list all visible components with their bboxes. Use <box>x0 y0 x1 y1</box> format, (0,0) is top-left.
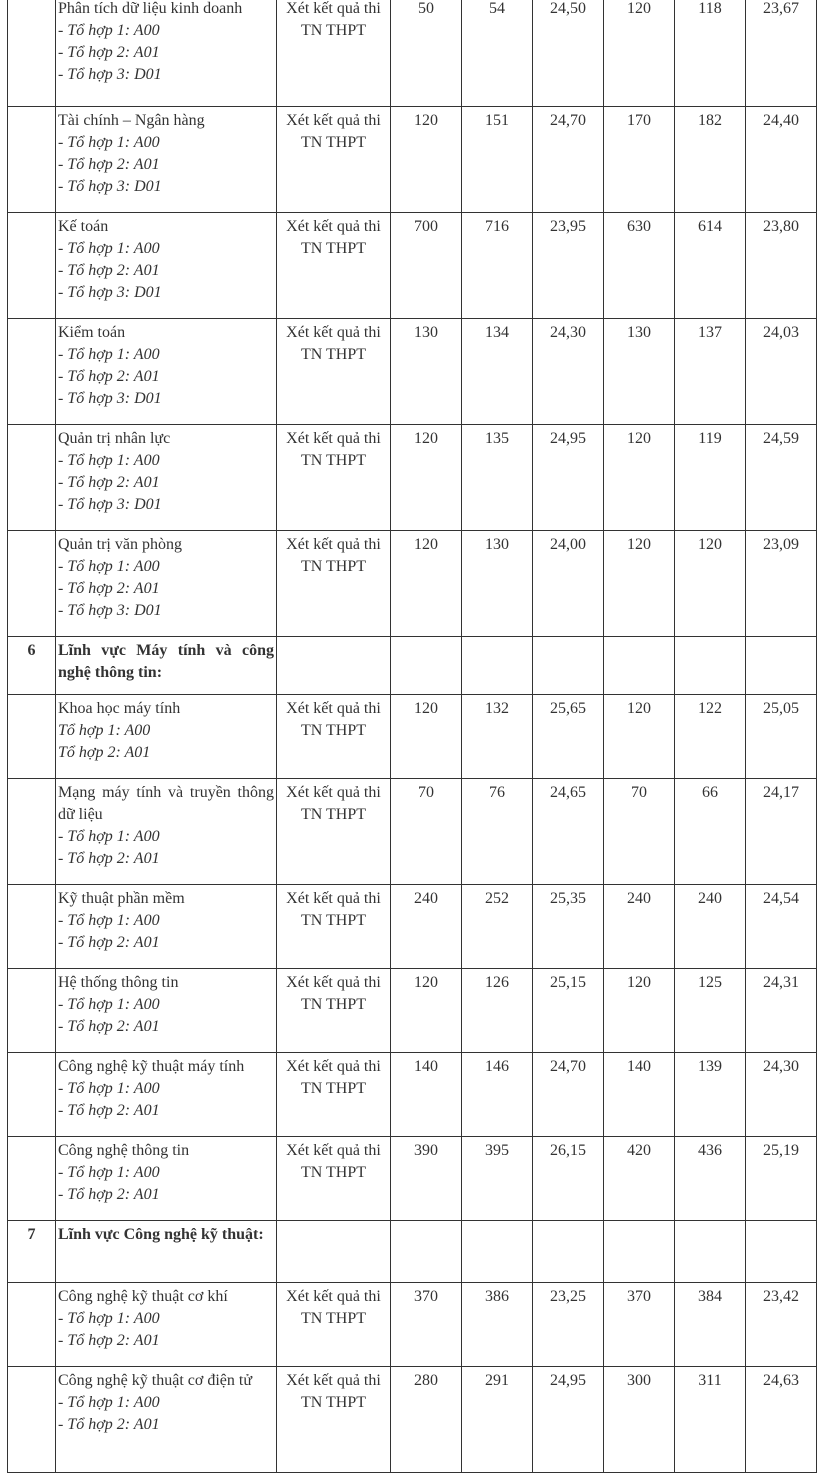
program-name: Mạng máy tính và truyền thông dữ liệu <box>58 784 274 823</box>
quota-cell: 120 <box>391 531 462 637</box>
admitted-cell: 130 <box>462 531 533 637</box>
stt-cell: 6 <box>8 637 56 695</box>
quota-cell: 70 <box>391 779 462 885</box>
stt-cell <box>8 319 56 425</box>
stt-cell <box>8 969 56 1053</box>
admission-method-cell: Xét kết quả thi TN THPT <box>277 425 391 531</box>
table-body <box>8 0 817 1473</box>
table-row <box>8 1053 817 1137</box>
quota-cell <box>604 1221 675 1283</box>
quota-cell <box>604 637 675 695</box>
quota-cell: 120 <box>604 531 675 637</box>
program-name-cell <box>56 1053 277 1137</box>
cutoff-score-cell <box>746 637 817 695</box>
subject-combination: - Tổ hợp 1: A00 <box>58 346 160 363</box>
stt-cell <box>8 779 56 885</box>
cutoff-score-cell: 24,30 <box>533 319 604 425</box>
table-row <box>8 695 817 779</box>
admission-method-cell: Xét kết quả thi TN THPT <box>277 969 391 1053</box>
program-name: Tài chính – Ngân hàng <box>58 112 205 129</box>
program-name: Hệ thống thông tin <box>58 974 179 991</box>
program-name-cell <box>56 1137 277 1221</box>
table-row <box>8 969 817 1053</box>
admitted-cell: 126 <box>462 969 533 1053</box>
subject-combination: - Tổ hợp 2: A01 <box>58 934 160 951</box>
program-name: Công nghệ thông tin <box>58 1142 190 1159</box>
subject-combination: - Tổ hợp 2: A01 <box>58 44 160 61</box>
admission-method-cell: Xét kết quả thi TN THPT <box>277 213 391 319</box>
subject-combination: - Tổ hợp 1: A00 <box>58 452 160 469</box>
program-name: Kiểm toán <box>58 324 126 341</box>
group-row <box>8 637 817 695</box>
program-name-cell <box>56 531 277 637</box>
program-name-cell <box>56 319 277 425</box>
quota-cell: 370 <box>391 1283 462 1367</box>
cutoff-score-cell <box>746 1221 817 1283</box>
quota-cell: 50 <box>391 0 462 107</box>
cutoff-score-cell: 24,95 <box>533 425 604 531</box>
subject-combination: - Tổ hợp 1: A00 <box>58 912 160 929</box>
program-name-cell <box>56 969 277 1053</box>
admitted-cell: 252 <box>462 885 533 969</box>
stt-cell <box>8 1283 56 1367</box>
admitted-cell: 384 <box>675 1283 746 1367</box>
table-row <box>8 319 817 425</box>
table-row <box>8 779 817 885</box>
program-name: Kỹ thuật phần mềm <box>58 890 185 907</box>
quota-cell <box>391 1221 462 1283</box>
quota-cell: 140 <box>604 1053 675 1137</box>
subject-combination: Tổ hợp 1: A00 <box>58 722 151 739</box>
admission-method-cell: Xét kết quả thi TN THPT <box>277 319 391 425</box>
stt-cell <box>8 695 56 779</box>
admitted-cell <box>462 637 533 695</box>
quota-cell: 140 <box>391 1053 462 1137</box>
admitted-cell: 395 <box>462 1137 533 1221</box>
admitted-cell: 182 <box>675 107 746 213</box>
subject-combination: - Tổ hợp 1: A00 <box>58 1310 160 1327</box>
quota-cell: 70 <box>604 779 675 885</box>
table-row <box>8 1137 817 1221</box>
cutoff-score-cell <box>533 1221 604 1283</box>
program-name-cell <box>56 107 277 213</box>
stt-cell <box>8 1053 56 1137</box>
stt-cell <box>8 107 56 213</box>
admitted-cell: 146 <box>462 1053 533 1137</box>
subject-combination: - Tổ hợp 1: A00 <box>58 558 160 575</box>
admission-method-cell: Xét kết quả thi TN THPT <box>277 779 391 885</box>
admitted-cell: 436 <box>675 1137 746 1221</box>
program-name: Công nghệ kỹ thuật cơ khí <box>58 1288 228 1305</box>
admission-method-cell: Xét kết quả thi TN THPT <box>277 885 391 969</box>
admitted-cell: 118 <box>675 0 746 107</box>
admitted-cell: 119 <box>675 425 746 531</box>
admitted-cell: 716 <box>462 213 533 319</box>
admitted-cell: 76 <box>462 779 533 885</box>
cutoff-score-cell: 24,17 <box>746 779 817 885</box>
admitted-cell: 132 <box>462 695 533 779</box>
quota-cell: 120 <box>391 107 462 213</box>
program-name-cell <box>56 1367 277 1473</box>
stt-cell: 7 <box>8 1221 56 1283</box>
stt-cell <box>8 531 56 637</box>
cutoff-score-cell: 24,65 <box>533 779 604 885</box>
subject-combination: - Tổ hợp 1: A00 <box>58 996 160 1013</box>
cutoff-score-cell: 23,09 <box>746 531 817 637</box>
cutoff-score-cell: 23,25 <box>533 1283 604 1367</box>
subject-combination: - Tổ hợp 1: A00 <box>58 828 160 845</box>
subject-combination: - Tổ hợp 3: D01 <box>58 390 162 407</box>
stt-cell <box>8 1137 56 1221</box>
admitted-cell: 386 <box>462 1283 533 1367</box>
program-name-cell <box>56 0 277 107</box>
admission-method-cell: Xét kết quả thi TN THPT <box>277 0 391 107</box>
group-row <box>8 1221 817 1283</box>
subject-combination: - Tổ hợp 3: D01 <box>58 602 162 619</box>
table-row <box>8 885 817 969</box>
subject-combination: - Tổ hợp 1: A00 <box>58 1164 160 1181</box>
quota-cell: 120 <box>604 969 675 1053</box>
quota-cell: 130 <box>391 319 462 425</box>
quota-cell: 370 <box>604 1283 675 1367</box>
program-name: Phân tích dữ liệu kinh doanh <box>58 0 243 17</box>
program-name-cell <box>56 1221 277 1283</box>
cutoff-score-cell: 24,50 <box>533 0 604 107</box>
subject-combination: - Tổ hợp 2: A01 <box>58 580 160 597</box>
quota-cell: 630 <box>604 213 675 319</box>
cutoff-score-cell: 25,05 <box>746 695 817 779</box>
admitted-cell <box>675 637 746 695</box>
admission-method-cell: Xét kết quả thi TN THPT <box>277 107 391 213</box>
quota-cell: 120 <box>604 425 675 531</box>
table-row <box>8 1283 817 1367</box>
program-name: Công nghệ kỹ thuật cơ điện tử <box>58 1372 252 1389</box>
cutoff-score-cell: 24,00 <box>533 531 604 637</box>
admission-method-cell: Xét kết quả thi TN THPT <box>277 1137 391 1221</box>
quota-cell: 120 <box>604 695 675 779</box>
table-row <box>8 1367 817 1473</box>
admitted-cell: 139 <box>675 1053 746 1137</box>
quota-cell: 240 <box>391 885 462 969</box>
admission-score-table <box>7 0 817 1473</box>
admitted-cell <box>462 1221 533 1283</box>
program-name: Công nghệ kỹ thuật máy tính <box>58 1058 245 1075</box>
field-group-title: Lĩnh vực Công nghệ kỹ thuật: <box>58 1226 264 1243</box>
cutoff-score-cell: 24,03 <box>746 319 817 425</box>
stt-cell <box>8 213 56 319</box>
subject-combination: - Tổ hợp 1: A00 <box>58 1394 160 1411</box>
cutoff-score-cell: 24,95 <box>533 1367 604 1473</box>
subject-combination: - Tổ hợp 1: A00 <box>58 134 160 151</box>
subject-combination: Tổ hợp 2: A01 <box>58 744 151 761</box>
subject-combination: - Tổ hợp 1: A00 <box>58 1080 160 1097</box>
program-name-cell <box>56 885 277 969</box>
admission-method-cell <box>277 637 391 695</box>
subject-combination: - Tổ hợp 1: A00 <box>58 240 160 257</box>
table-row <box>8 107 817 213</box>
admitted-cell: 134 <box>462 319 533 425</box>
subject-combination: - Tổ hợp 3: D01 <box>58 284 162 301</box>
cutoff-score-cell: 24,70 <box>533 107 604 213</box>
admitted-cell: 291 <box>462 1367 533 1473</box>
quota-cell: 390 <box>391 1137 462 1221</box>
cutoff-score-cell: 23,80 <box>746 213 817 319</box>
cutoff-score-cell: 25,15 <box>533 969 604 1053</box>
quota-cell: 280 <box>391 1367 462 1473</box>
cutoff-score-cell: 23,95 <box>533 213 604 319</box>
program-name-cell <box>56 213 277 319</box>
subject-combination: - Tổ hợp 2: A01 <box>58 262 160 279</box>
admitted-cell: 120 <box>675 531 746 637</box>
subject-combination: - Tổ hợp 2: A01 <box>58 156 160 173</box>
subject-combination: - Tổ hợp 3: D01 <box>58 66 162 83</box>
cutoff-score-cell: 24,40 <box>746 107 817 213</box>
program-name-cell <box>56 425 277 531</box>
admitted-cell: 66 <box>675 779 746 885</box>
quota-cell: 120 <box>604 0 675 107</box>
admission-method-cell: Xét kết quả thi TN THPT <box>277 1283 391 1367</box>
table-row <box>8 0 817 107</box>
admission-method-cell <box>277 1221 391 1283</box>
quota-cell: 240 <box>604 885 675 969</box>
admitted-cell <box>675 1221 746 1283</box>
quota-cell: 130 <box>604 319 675 425</box>
cutoff-score-cell: 25,35 <box>533 885 604 969</box>
cutoff-score-cell: 23,42 <box>746 1283 817 1367</box>
field-group-title: Lĩnh vực Máy tính và công nghệ thông tin: <box>58 642 274 681</box>
table-row <box>8 213 817 319</box>
subject-combination: - Tổ hợp 2: A01 <box>58 1186 160 1203</box>
cutoff-score-cell: 24,63 <box>746 1367 817 1473</box>
quota-cell: 120 <box>391 969 462 1053</box>
cutoff-score-cell: 24,31 <box>746 969 817 1053</box>
subject-combination: - Tổ hợp 2: A01 <box>58 1102 160 1119</box>
quota-cell: 420 <box>604 1137 675 1221</box>
cutoff-score-cell: 25,19 <box>746 1137 817 1221</box>
admitted-cell: 122 <box>675 695 746 779</box>
cutoff-score-cell: 23,67 <box>746 0 817 107</box>
stt-cell <box>8 1367 56 1473</box>
cutoff-score-cell: 24,59 <box>746 425 817 531</box>
stt-cell <box>8 0 56 107</box>
subject-combination: - Tổ hợp 1: A00 <box>58 22 160 39</box>
admitted-cell: 240 <box>675 885 746 969</box>
quota-cell: 170 <box>604 107 675 213</box>
admitted-cell: 125 <box>675 969 746 1053</box>
program-name: Quản trị văn phòng <box>58 536 182 553</box>
admitted-cell: 137 <box>675 319 746 425</box>
admission-method-cell: Xét kết quả thi TN THPT <box>277 1053 391 1137</box>
program-name-cell <box>56 1283 277 1367</box>
subject-combination: - Tổ hợp 3: D01 <box>58 178 162 195</box>
program-name-cell <box>56 779 277 885</box>
stt-cell <box>8 425 56 531</box>
stt-cell <box>8 885 56 969</box>
program-name: Quản trị nhân lực <box>58 430 171 447</box>
subject-combination: - Tổ hợp 2: A01 <box>58 1416 160 1433</box>
subject-combination: - Tổ hợp 2: A01 <box>58 1018 160 1035</box>
cutoff-score-cell <box>533 637 604 695</box>
program-name: Khoa học máy tính <box>58 700 181 717</box>
program-name-cell <box>56 695 277 779</box>
program-name: Kế toán <box>58 218 109 235</box>
table-row <box>8 531 817 637</box>
cutoff-score-cell: 26,15 <box>533 1137 604 1221</box>
quota-cell: 300 <box>604 1367 675 1473</box>
subject-combination: - Tổ hợp 3: D01 <box>58 496 162 513</box>
program-name-cell <box>56 637 277 695</box>
quota-cell: 120 <box>391 425 462 531</box>
admission-method-cell: Xét kết quả thi TN THPT <box>277 695 391 779</box>
quota-cell <box>391 637 462 695</box>
cutoff-score-cell: 24,54 <box>746 885 817 969</box>
cutoff-score-cell: 24,70 <box>533 1053 604 1137</box>
cutoff-score-cell: 25,65 <box>533 695 604 779</box>
admitted-cell: 54 <box>462 0 533 107</box>
cutoff-score-cell: 24,30 <box>746 1053 817 1137</box>
table-row <box>8 425 817 531</box>
subject-combination: - Tổ hợp 2: A01 <box>58 368 160 385</box>
subject-combination: - Tổ hợp 2: A01 <box>58 1332 160 1349</box>
admitted-cell: 151 <box>462 107 533 213</box>
subject-combination: - Tổ hợp 2: A01 <box>58 474 160 491</box>
subject-combination: - Tổ hợp 2: A01 <box>58 850 160 867</box>
admitted-cell: 614 <box>675 213 746 319</box>
admission-method-cell: Xét kết quả thi TN THPT <box>277 531 391 637</box>
quota-cell: 700 <box>391 213 462 319</box>
quota-cell: 120 <box>391 695 462 779</box>
admission-method-cell: Xét kết quả thi TN THPT <box>277 1367 391 1473</box>
admitted-cell: 135 <box>462 425 533 531</box>
admitted-cell: 311 <box>675 1367 746 1473</box>
